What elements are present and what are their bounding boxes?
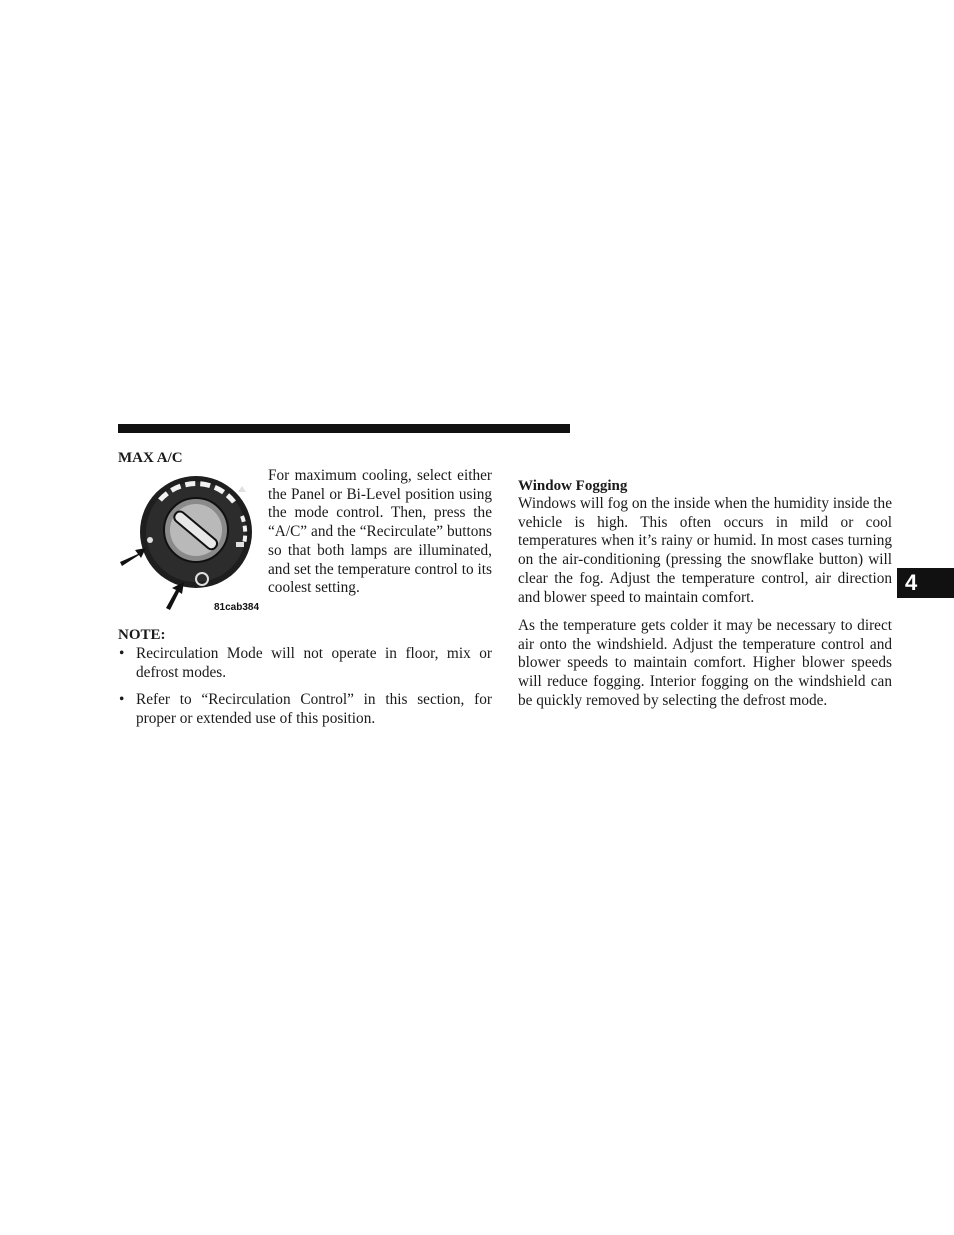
- note-list: [118, 645, 492, 738]
- note-text: Recirculation Mode will not operate in floor, mix or defrost modes.: [136, 645, 492, 681]
- section-divider-bar: [118, 424, 570, 433]
- fogging-paragraph-2: As the temperature gets colder it may be necessary to direct air onto the windshield. Adjust the temperature control and blower speeds to maintain comfort. Higher blower speeds will reduce fogging. Interior fogging on the windshield can be quickly removed by selecting the defrost mode.: [518, 617, 892, 709]
- mode-dial-figure: [118, 470, 260, 618]
- max-ac-description: For maximum cooling, select either the Panel or Bi-Level position using the mode control. Then, press the “A/C” and the “Recirculate” buttons so that both lamps are illuminated, and set the temperature control to its coolest setting.: [268, 467, 492, 597]
- fogging-paragraph-1: Windows will fog on the inside when the humidity inside the vehicle is high. This often occurs in mild or cool temperatures when it’s rainy or humid. In most cases turning on the air-conditioning (pressing the snowflake button) will clear the fog. Adjust the temperature control, air direction and blower speed to maintain comfort.: [518, 495, 892, 606]
- window-fogging-heading: Window Fogging: [518, 478, 628, 494]
- list-item: [118, 645, 492, 682]
- max-ac-heading: MAX A/C: [118, 450, 183, 466]
- note-label: NOTE:: [118, 627, 166, 643]
- note-text: Refer to “Recirculation Control” in this section, for proper or extended use of this position.: [136, 691, 492, 728]
- list-item: [118, 691, 492, 728]
- mode-dial-illustration: [118, 470, 260, 618]
- chapter-tab: 4: [897, 568, 954, 598]
- bullet-glyph: •: [119, 691, 125, 709]
- bullet-glyph: •: [119, 645, 125, 662]
- figure-code-label: 81cab384: [214, 602, 260, 613]
